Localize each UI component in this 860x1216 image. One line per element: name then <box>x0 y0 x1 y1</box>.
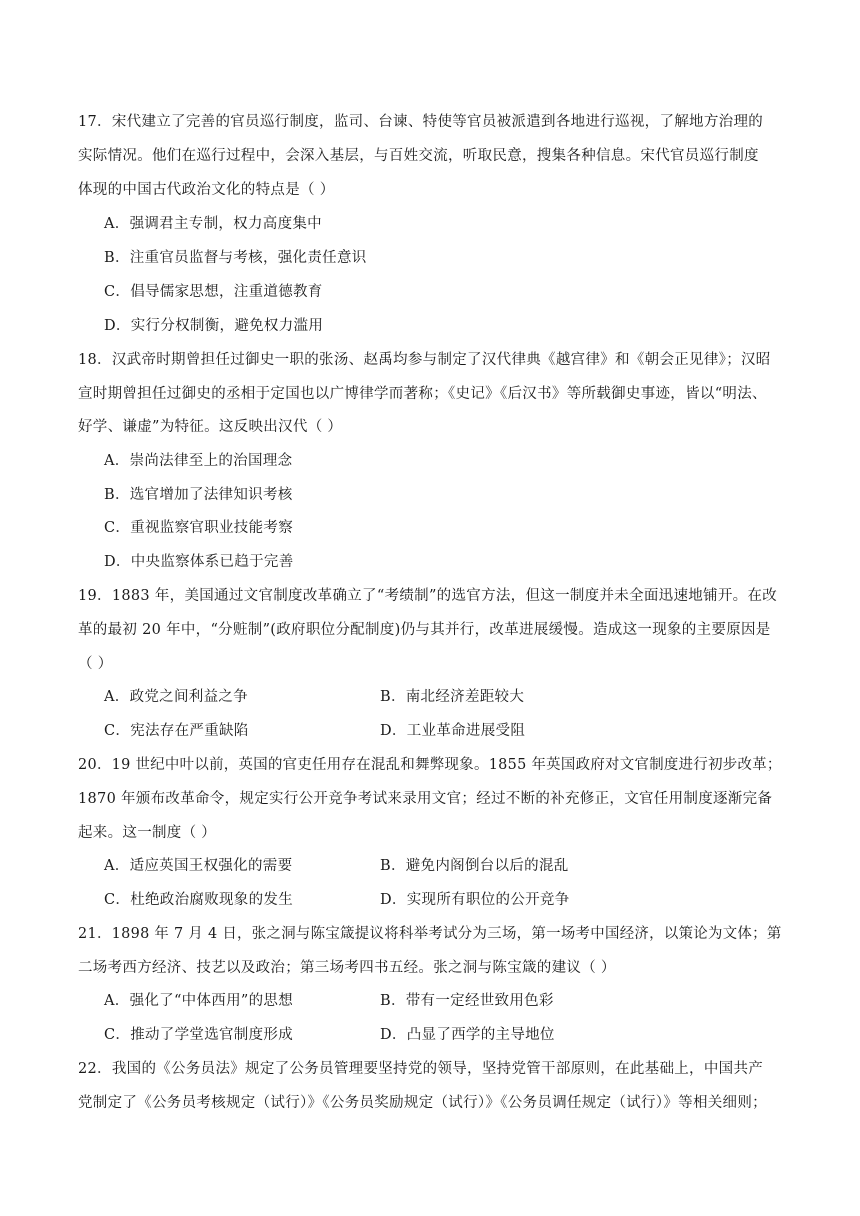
option-d: D．凸显了西学的主导地位 <box>380 1027 555 1043</box>
question-text-line: 18．汉武帝时期曾担任过御史一职的张汤、赵禹均参与制定了汉代律典《越宫律》和《朝会正见律》；汉昭 <box>78 352 771 368</box>
question-text-line: 20．19 世纪中叶以前，英国的官吏任用存在混乱和舞弊现象。1855 年英国政府对文官制度进行初步改革； <box>78 757 782 773</box>
question-text-line: 起来。这一制度（ ） <box>78 825 217 841</box>
option-c: C．杜绝政治腐败现象的发生 <box>104 892 293 908</box>
option-a: A．强化了“中体西用”的思想 <box>104 993 293 1009</box>
question-text-line: 21．1898 年 7 月 4 日，张之洞与陈宝箴提议将科举考试分为三场，第一场考中国经济，以策论为文体；第 <box>78 926 782 942</box>
question-text-line: 17．宋代建立了完善的官员巡行制度，监司、台谏、特使等官员被派遣到各地进行巡视，了解地方治理的 <box>78 114 764 130</box>
option-a: A．强调君主专制，权力高度集中 <box>104 216 322 232</box>
question-text-line: 革的最初 20 年中，“分赃制”(政府职位分配制度)仍与其并行，改革进展缓慢。造成这一现象的主要原因是 <box>78 622 771 638</box>
option-b: B．注重官员监督与考核，强化责任意识 <box>104 250 367 266</box>
question-text-line: 19．1883 年，美国通过文官制度改革确立了“考绩制”的选官方法，但这一制度并未全面迅速地铺开。在改 <box>78 588 778 604</box>
question-text-line: 好学、谦虚”为特征。这反映出汉代（ ） <box>78 419 343 435</box>
question-text-line: 宣时期曾担任过御史的丞相于定国也以广博律学而著称；《史记》《后汉书》等所载御史事迹，皆以“明法、 <box>78 386 767 402</box>
question-text-line: 22．我国的《公务员法》规定了公务员管理要坚持党的领导，坚持党管干部原则，在此基础上，中国共产 <box>78 1061 764 1077</box>
question-text-line: （ ） <box>78 656 113 672</box>
option-b: B．选官增加了法律知识考核 <box>104 487 293 503</box>
question-text-line: 1870 年颁布改革命令，规定实行公开竞争考试来录用文官；经过不断的补充修正，文官任用制度逐渐完备 <box>78 791 773 807</box>
option-a: A．适应英国王权强化的需要 <box>104 858 293 874</box>
option-c: C．宪法存在严重缺陷 <box>104 723 249 739</box>
option-c: C．倡导儒家思想，注重道德教育 <box>104 284 323 300</box>
option-c: C．重视监察官职业技能考察 <box>104 520 293 536</box>
option-d: D．实现所有职位的公开竞争 <box>380 892 570 908</box>
option-c: C．推动了学堂选官制度形成 <box>104 1027 293 1043</box>
option-d: D．中央监察体系已趋于完善 <box>104 554 294 570</box>
option-a: A．政党之间利益之争 <box>104 689 248 705</box>
question-text-line: 体现的中国古代政治文化的特点是（ ） <box>78 182 335 198</box>
option-b: B．带有一定经世致用色彩 <box>380 993 554 1009</box>
question-text-line: 二场考西方经济、技艺以及政治；第三场考四书五经。张之洞与陈宝箴的建议（ ） <box>78 960 616 976</box>
option-b: B．避免内阁倒台以后的混乱 <box>380 858 569 874</box>
option-d: D．实行分权制衡，避免权力滥用 <box>104 318 324 334</box>
question-text-line: 实际情况。他们在巡行过程中，会深入基层，与百姓交流，听取民意，搜集各种信息。宋代官员巡行制度 <box>78 148 759 164</box>
option-d: D．工业革命进展受阻 <box>380 723 526 739</box>
option-b: B．南北经济差距较大 <box>380 689 525 705</box>
option-a: A．崇尚法律至上的治国理念 <box>104 453 293 469</box>
question-text-line: 党制定了《公务员考核规定（试行）》《公务员奖励规定（试行）》《公务员调任规定（试行）》等相关细则； <box>78 1095 767 1111</box>
